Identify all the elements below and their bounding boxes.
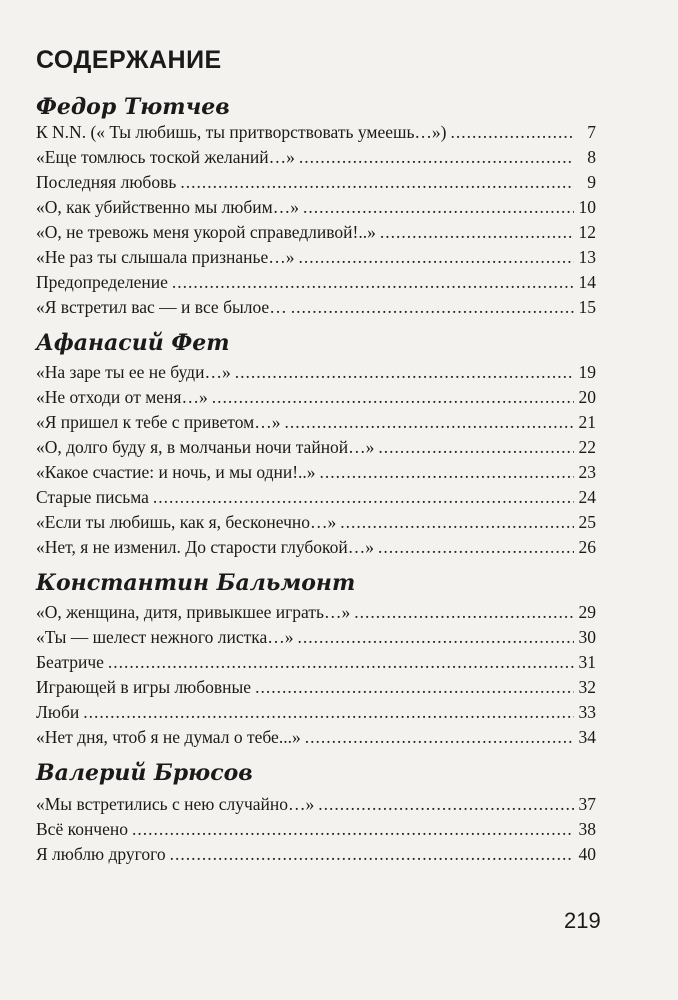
leader-dots	[380, 220, 574, 244]
entry-title: «О, как убийственно мы любим…»	[36, 197, 299, 217]
toc-entry	[36, 842, 596, 866]
toc-entry	[36, 220, 596, 244]
author-heading: Валерий Брюсов	[36, 760, 253, 786]
author-heading: Афанасий Фет	[36, 330, 230, 356]
entry-page: 37	[578, 794, 596, 814]
entry-title: Старые письма	[36, 487, 149, 507]
entry-title: «О, не тревожь меня укорой справедливой!..»	[36, 222, 376, 242]
entry-page: 7	[587, 122, 596, 142]
leader-dots	[305, 725, 574, 749]
entry-title: «Если ты любишь, как я, бесконечно…»	[36, 512, 337, 532]
leader-dots	[255, 675, 574, 699]
entry-title: «Нет, я не изменил. До старости глубокой…»	[36, 537, 374, 557]
leader-dots	[378, 535, 574, 559]
leader-dots	[320, 460, 574, 484]
entry-page: 31	[578, 652, 596, 672]
entry-page: 38	[578, 819, 596, 839]
leader-dots	[291, 295, 574, 319]
entry-page: 26	[578, 537, 596, 557]
leader-dots	[132, 817, 574, 841]
toc-entry	[36, 170, 596, 194]
leader-dots	[303, 195, 574, 219]
leader-dots	[298, 625, 574, 649]
entry-title: «Не раз ты слышала признанье…»	[36, 247, 295, 267]
entry-title: «О, долго буду я, в молчаньи ночи тайной…»	[36, 437, 375, 457]
leader-dots	[340, 510, 574, 534]
leader-dots	[354, 600, 574, 624]
toc-entry	[36, 460, 596, 484]
toc-entry	[36, 295, 596, 319]
toc-entry	[36, 485, 596, 509]
entry-page: 8	[587, 147, 596, 167]
entry-title: Беатриче	[36, 652, 104, 672]
entry-page: 30	[578, 627, 596, 647]
author-heading: Федор Тютчев	[36, 94, 230, 120]
entry-title: Люби	[36, 702, 80, 722]
entry-title: «О, женщина, дитя, привыкшее играть…»	[36, 602, 351, 622]
entry-title: К N.N. (« Ты любишь, ты притворствовать умеешь…»)	[36, 122, 447, 142]
entry-title: «Ты — шелест нежного листка…»	[36, 627, 294, 647]
entry-page: 22	[578, 437, 596, 457]
leader-dots	[235, 360, 574, 384]
toc-entry	[36, 650, 596, 674]
toc-entry	[36, 625, 596, 649]
toc-entry	[36, 535, 596, 559]
entry-title: Предопределение	[36, 272, 168, 292]
entry-title: «Какое счастие: и ночь, и мы одни!..»	[36, 462, 316, 482]
toc-entry	[36, 817, 596, 841]
entry-title: «На заре ты ее не буди…»	[36, 362, 231, 382]
toc-entry	[36, 725, 596, 749]
entry-page: 12	[578, 222, 596, 242]
page-number: 219	[564, 908, 601, 933]
entry-page: 40	[578, 844, 596, 864]
entry-page: 15	[578, 297, 596, 317]
leader-dots	[299, 245, 574, 269]
entry-page: 24	[578, 487, 596, 507]
leader-dots	[180, 170, 574, 194]
entry-page: 23	[578, 462, 596, 482]
entry-page: 21	[578, 412, 596, 432]
toc-entry	[36, 600, 596, 624]
entry-title: Последняя любовь	[36, 172, 177, 192]
leader-dots	[212, 385, 574, 409]
leader-dots	[378, 435, 574, 459]
entry-page: 20	[578, 387, 596, 407]
entry-title: Играющей в игры любовные	[36, 677, 252, 697]
toc-entry	[36, 792, 596, 816]
entry-title: «Мы встретились с нею случайно…»	[36, 794, 315, 814]
entry-title: «Нет дня, чтоб я не думал о тебе...»	[36, 727, 301, 747]
leader-dots	[108, 650, 574, 674]
entry-title: «Не отходи от меня…»	[36, 387, 208, 407]
toc-entry	[36, 120, 596, 144]
entry-page: 32	[578, 677, 596, 697]
leader-dots	[299, 145, 574, 169]
toc-entry	[36, 410, 596, 434]
leader-dots	[451, 120, 574, 144]
entry-page: 29	[578, 602, 596, 622]
entry-title: Всё кончено	[36, 819, 128, 839]
toc-entry	[36, 270, 596, 294]
entry-page: 14	[578, 272, 596, 292]
leader-dots	[153, 485, 574, 509]
entry-title: «Я встретил вас — и все былое…	[36, 297, 287, 317]
entry-title: Я люблю другого	[36, 844, 166, 864]
entry-title: «Я пришел к тебе с приветом…»	[36, 412, 281, 432]
toc-entry	[36, 675, 596, 699]
toc-entry	[36, 700, 596, 724]
leader-dots	[172, 270, 574, 294]
toc-entry	[36, 145, 596, 169]
entry-page: 19	[578, 362, 596, 382]
toc-entry	[36, 385, 596, 409]
toc-entry	[36, 245, 596, 269]
leader-dots	[318, 792, 574, 816]
author-heading: Константин Бальмонт	[36, 570, 356, 596]
toc-entry	[36, 195, 596, 219]
entry-page: 10	[578, 197, 596, 217]
entry-page: 25	[578, 512, 596, 532]
entry-page: 34	[578, 727, 596, 747]
toc-entry	[36, 435, 596, 459]
entry-page: 9	[587, 172, 596, 192]
entry-title: «Еще томлюсь тоской желаний…»	[36, 147, 295, 167]
toc-entry	[36, 360, 596, 384]
leader-dots	[284, 410, 574, 434]
toc-entry	[36, 510, 596, 534]
entry-page: 13	[578, 247, 596, 267]
page-title: СОДЕРЖАНИЕ	[36, 46, 222, 74]
entry-page: 33	[578, 702, 596, 722]
leader-dots	[83, 700, 574, 724]
leader-dots	[170, 842, 574, 866]
